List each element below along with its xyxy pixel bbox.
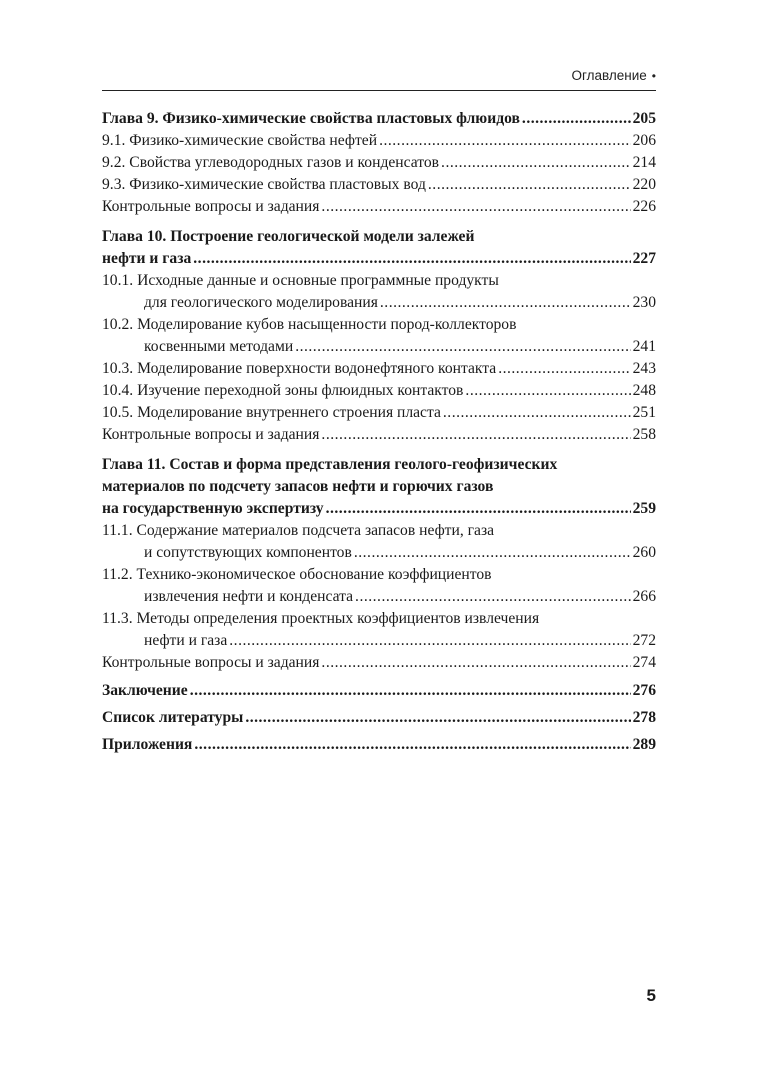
toc-page-number: 258 (632, 426, 656, 443)
leader-dots (326, 498, 631, 520)
toc-references[interactable]: Список литературы ..... 278 (102, 707, 656, 734)
toc-chapter-9[interactable]: Глава 9. Физико-химические свойства пластовых флюидов ..... 205 (102, 108, 656, 130)
toc-item-10-5[interactable]: 10.5. Моделирование внутреннего строения пласта ..... 251 (102, 402, 656, 424)
toc-page-number: 289 (632, 736, 656, 753)
toc-chapter-10-title[interactable]: Глава 10. Построение геологической модели залежей (102, 228, 475, 245)
toc-page-number: 272 (632, 632, 656, 649)
toc-item-9-1[interactable]: 9.1. Физико-химические свойства нефтей ..... 206 (102, 130, 656, 152)
toc-page-number: 226 (632, 198, 656, 215)
toc-item-9-3[interactable]: 9.3. Физико-химические свойства пластовых вод ..... 220 (102, 174, 656, 196)
toc-item-11-1[interactable]: и сопутствующих компонентов ..... 260 (102, 542, 656, 564)
header-rule (102, 90, 656, 91)
toc-item-11-2-title[interactable]: 11.2. Технико-экономическое обоснование коэффициентов (102, 566, 492, 583)
toc-item-10-questions[interactable]: Контрольные вопросы и задания ..... 258 (102, 424, 656, 446)
leader-dots (321, 424, 630, 446)
leader-dots (321, 196, 630, 218)
toc-appendices[interactable]: Приложения ..... 289 (102, 734, 656, 761)
toc-page-number: 230 (632, 294, 656, 311)
bullet-icon: • (651, 69, 656, 83)
running-header-title: Оглавление (571, 68, 647, 83)
leader-dots (465, 380, 630, 402)
table-of-contents (102, 108, 656, 761)
toc-page-number: 276 (632, 682, 656, 699)
toc-item-10-1-title[interactable]: 10.1. Исходные данные и основные программные продукты (102, 272, 499, 289)
toc-page-number: 243 (632, 360, 656, 377)
toc-page-number: 274 (632, 654, 656, 671)
toc-page-number: 241 (632, 338, 656, 355)
leader-dots (522, 108, 631, 130)
page-number: 5 (646, 986, 656, 1005)
toc-item-11-3[interactable]: нефти и газа ..... 272 (102, 630, 656, 652)
leader-dots (498, 358, 630, 380)
toc-item-9-2[interactable]: 9.2. Свойства углеводородных газов и конденсатов ..... 214 (102, 152, 656, 174)
toc-conclusion[interactable]: Заключение ..... 276 (102, 680, 656, 707)
leader-dots (245, 707, 630, 729)
toc-item-11-1-title[interactable]: 11.1. Содержание материалов подсчета запасов нефти, газа (102, 522, 495, 539)
leader-dots (190, 680, 631, 702)
toc-page-number: 266 (632, 588, 656, 605)
toc-chapter-11[interactable]: на государственную экспертизу ..... 259 (102, 498, 656, 520)
leader-dots (379, 130, 631, 152)
toc-chapter-11-title-1[interactable]: Глава 11. Состав и форма представления геолого-геофизических (102, 456, 558, 473)
leader-dots (229, 630, 630, 652)
toc-page-number: 227 (632, 250, 656, 267)
leader-dots (295, 336, 630, 358)
leader-dots (380, 292, 631, 314)
toc-page-number: 278 (632, 709, 656, 726)
toc-page-number: 205 (632, 110, 656, 127)
toc-page-number: 206 (632, 132, 656, 149)
toc-page-number: 251 (632, 404, 656, 421)
toc-page-number: 259 (632, 500, 656, 517)
toc-chapter-11-title-2[interactable]: материалов по подсчету запасов нефти и горючих газов (102, 478, 494, 495)
toc-item-9-questions[interactable]: Контрольные вопросы и задания ..... 226 (102, 196, 656, 218)
leader-dots (441, 152, 631, 174)
leader-dots (193, 248, 630, 270)
leader-dots (428, 174, 631, 196)
leader-dots (354, 542, 631, 564)
toc-page-number: 248 (632, 382, 656, 399)
running-header (102, 68, 656, 83)
leader-dots (355, 586, 631, 608)
toc-item-10-2-title[interactable]: 10.2. Моделирование кубов насыщенности пород-коллекторов (102, 316, 517, 333)
toc-page-number: 260 (632, 544, 656, 561)
toc-page-number: 220 (632, 176, 656, 193)
toc-item-10-2[interactable]: косвенными методами ..... 241 (102, 336, 656, 358)
toc-item-10-1[interactable]: для геологического моделирования ..... 230 (102, 292, 656, 314)
leader-dots (321, 652, 630, 674)
toc-item-10-3[interactable]: 10.3. Моделирование поверхности водонефтяного контакта ..... 243 (102, 358, 656, 380)
toc-item-11-2[interactable]: извлечения нефти и конденсата ..... 266 (102, 586, 656, 608)
leader-dots (443, 402, 631, 424)
toc-item-11-questions[interactable]: Контрольные вопросы и задания ..... 274 (102, 652, 656, 674)
toc-page-number: 214 (632, 154, 656, 171)
toc-chapter-10[interactable]: нефти и газа ..... 227 (102, 248, 656, 270)
toc-item-11-3-title[interactable]: 11.3. Методы определения проектных коэффициентов извлечения (102, 610, 540, 627)
leader-dots (194, 734, 630, 756)
toc-item-10-4[interactable]: 10.4. Изучение переходной зоны флюидных контактов ..... 248 (102, 380, 656, 402)
